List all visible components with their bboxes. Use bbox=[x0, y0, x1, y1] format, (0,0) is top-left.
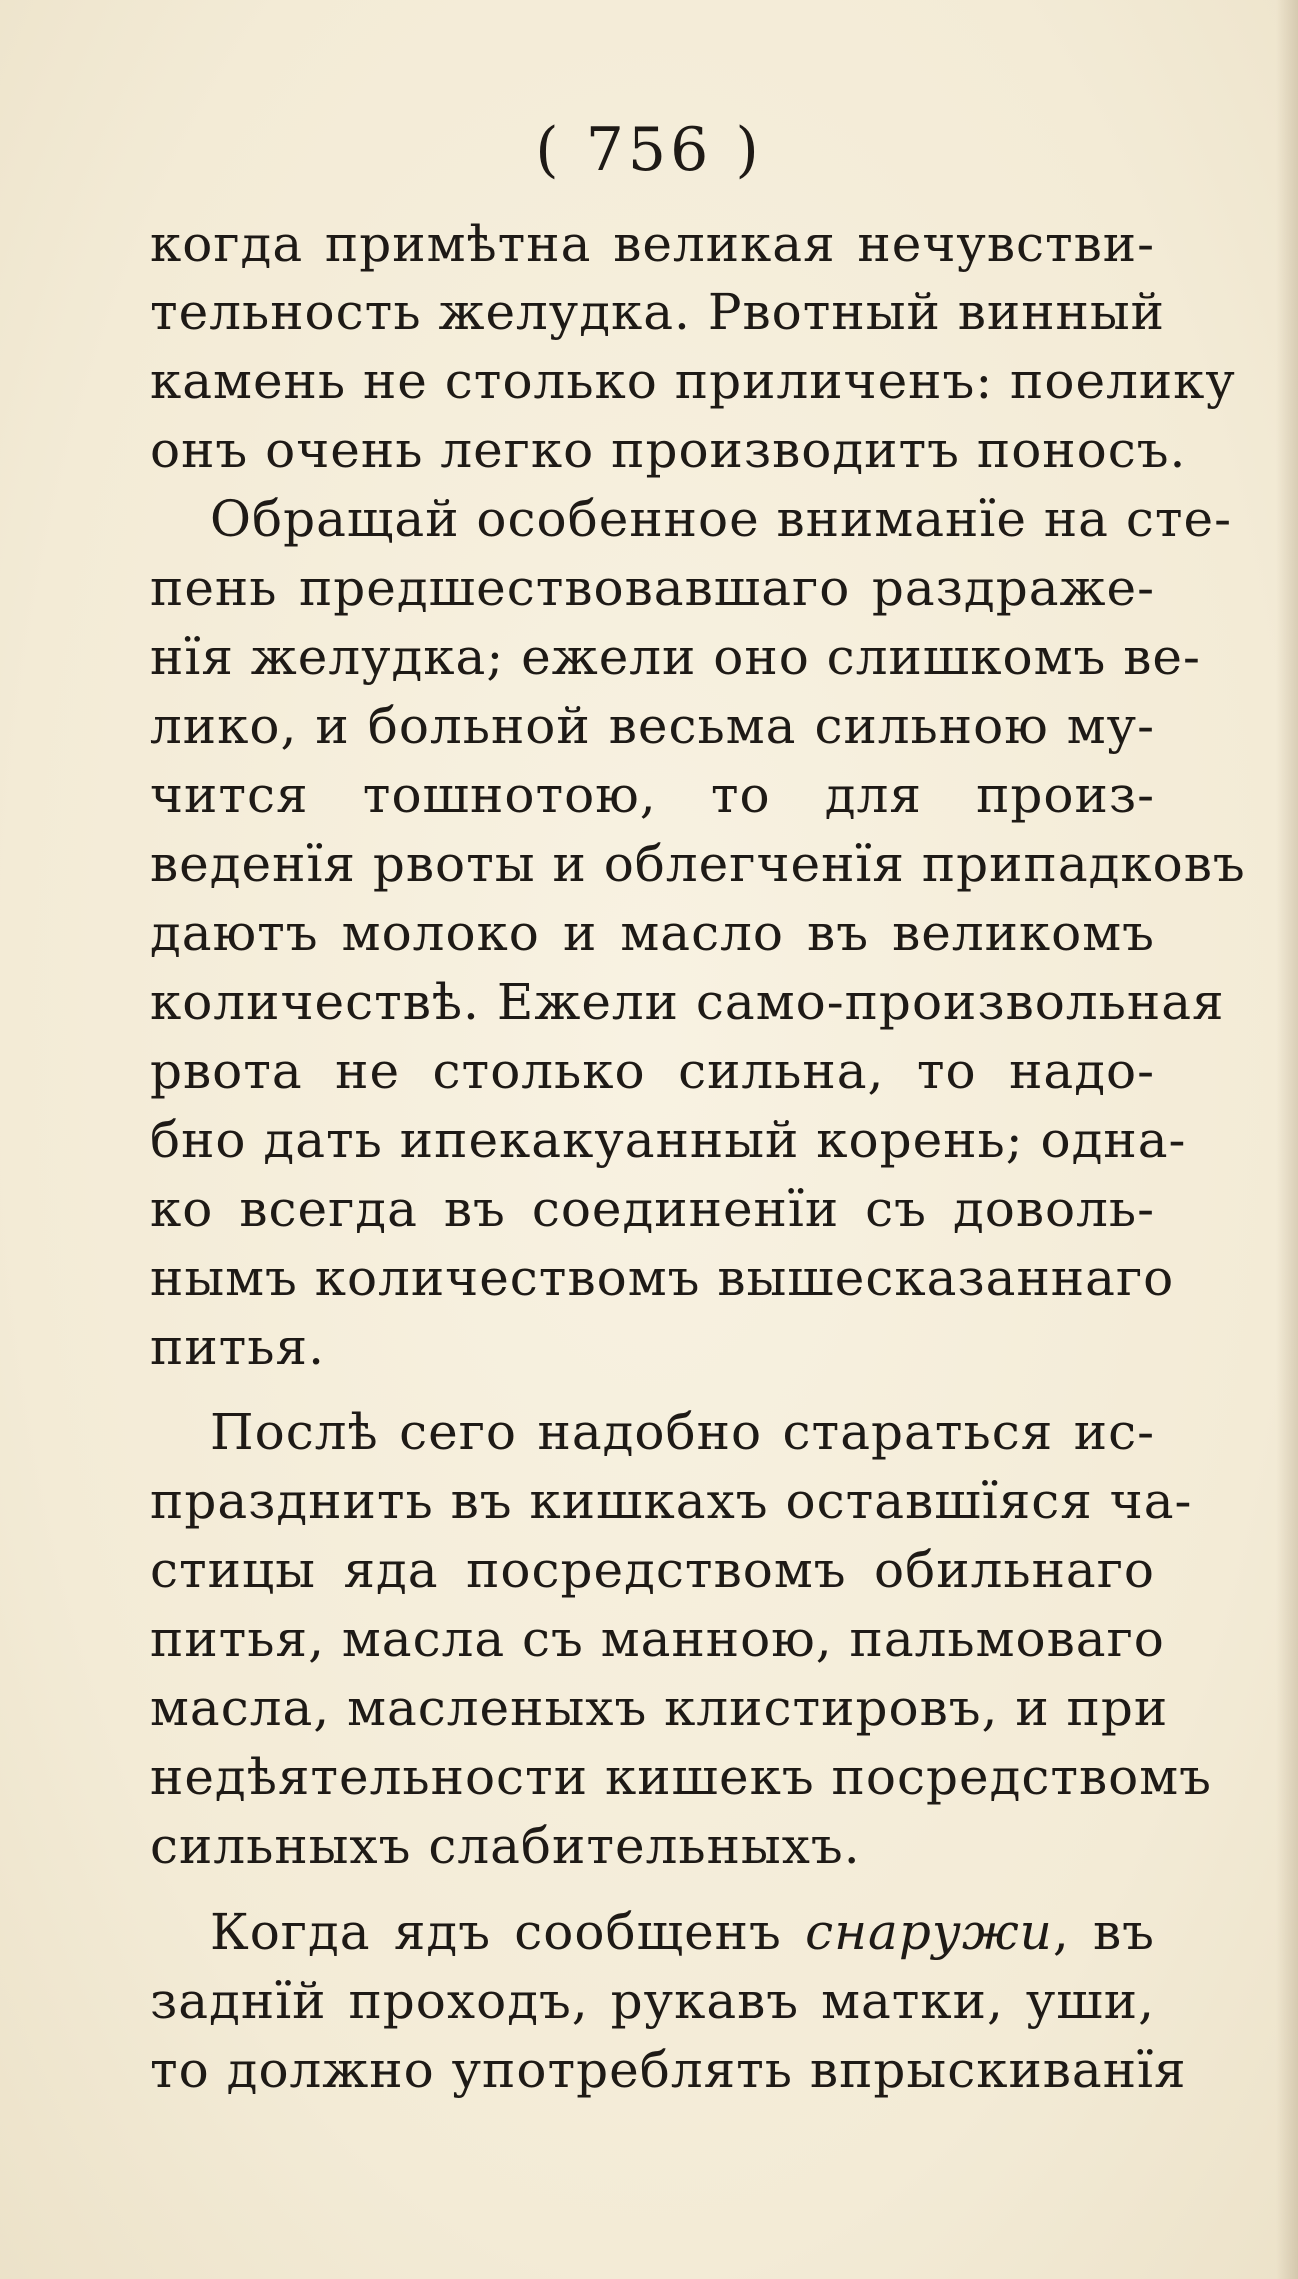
italic-text-segment: снаружи bbox=[805, 1903, 1053, 1961]
text-line: тельность желудка. Рвотный винный bbox=[150, 283, 1165, 341]
text-line: онъ очень легко производитъ поносъ. bbox=[150, 421, 1187, 479]
text-line: заднїй проходъ, рукавъ матки, уши, bbox=[150, 1972, 1155, 2030]
text-line: сильныхъ слабительныхъ. bbox=[150, 1817, 861, 1875]
text-line: питья, масла съ манною, пальмоваго bbox=[150, 1610, 1165, 1668]
paragraph-start-line bbox=[210, 1900, 1155, 1964]
text-line: нымъ количествомъ вышесказаннаго bbox=[150, 1249, 1175, 1307]
text-segment: , въ bbox=[1052, 1903, 1155, 1961]
paragraph-start-line: Обращай особенное вниманїе на сте- bbox=[210, 490, 1233, 548]
text-line: празднить въ кишкахъ оставшїяся ча- bbox=[150, 1472, 1193, 1530]
text-line: масла, масленыхъ клистировъ, и при bbox=[150, 1679, 1169, 1737]
text-line: когда примѣтна великая нечувстви- bbox=[150, 215, 1155, 273]
text-line: камень не столько приличенъ: поелику bbox=[150, 352, 1236, 410]
text-line: количествѣ. Ежели само-произвольная bbox=[150, 973, 1225, 1031]
text-line: то должно употреблять впрыскиванїя bbox=[150, 2041, 1187, 2099]
page-number: ( 756 ) bbox=[535, 115, 763, 185]
text-line: чится тошнотою, то для произ- bbox=[150, 766, 1155, 824]
text-line: нїя желудка; ежели оно слишкомъ ве- bbox=[150, 628, 1201, 686]
text-line: бно дать ипекакуанный корень; одна- bbox=[150, 1111, 1187, 1169]
text-line: ко всегда въ соединенїи съ доволь- bbox=[150, 1180, 1155, 1238]
text-line: веденїя рвоты и облегченїя припадковъ bbox=[150, 835, 1246, 893]
page-edge-shadow bbox=[1276, 0, 1298, 2279]
text-line: питья. bbox=[150, 1318, 325, 1376]
text-line: недѣятельности кишекъ посредствомъ bbox=[150, 1748, 1212, 1806]
text-segment: Когда ядъ сообщенъ bbox=[210, 1903, 782, 1961]
text-line: лико, и больной весьма сильною му- bbox=[150, 697, 1155, 755]
text-line: пень предшествовавшаго раздраже- bbox=[150, 559, 1155, 617]
text-line: даютъ молоко и масло въ великомъ bbox=[150, 904, 1155, 962]
text-line: стицы яда посредствомъ обильнаго bbox=[150, 1541, 1155, 1599]
paragraph-start-line: Послѣ сего надобно стараться ис- bbox=[210, 1403, 1155, 1461]
text-line: рвота не столько сильна, то надо- bbox=[150, 1042, 1155, 1100]
